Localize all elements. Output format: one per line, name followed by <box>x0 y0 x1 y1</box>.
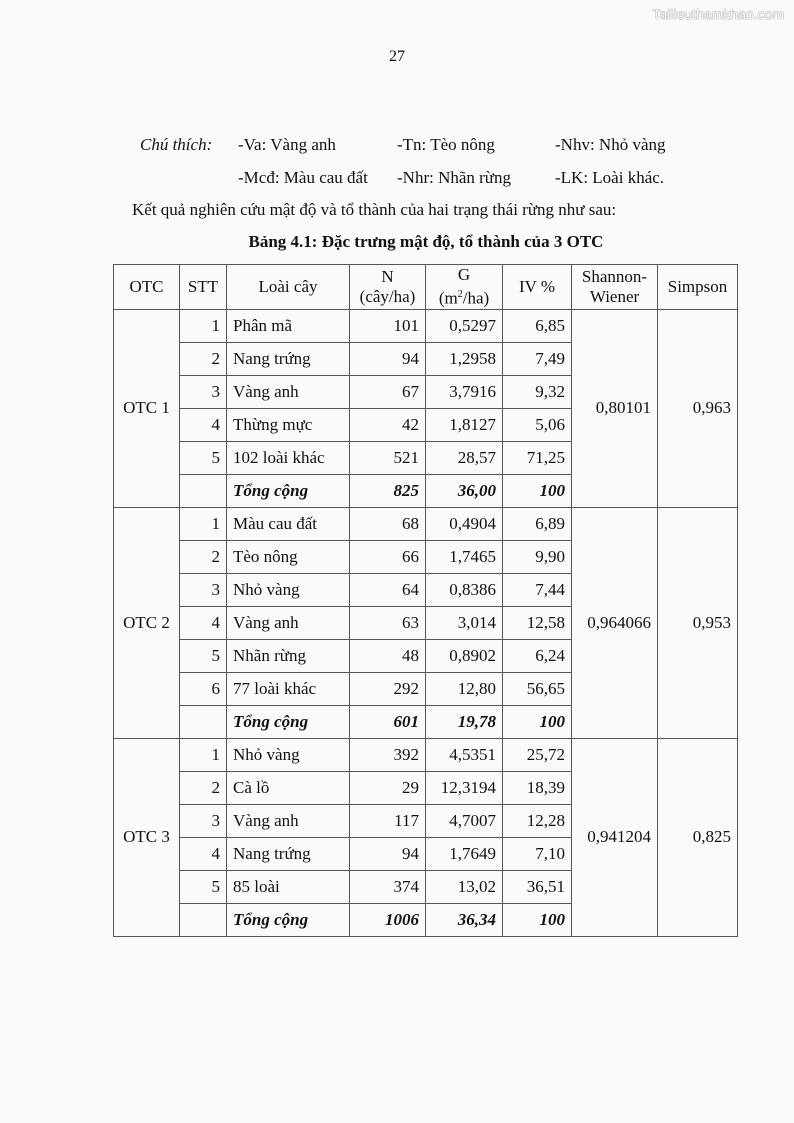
legend-item: -Tn: Tèo nông <box>397 135 495 154</box>
iv-cell: 7,49 <box>503 342 572 375</box>
header-otc: OTC <box>114 265 180 310</box>
iv-cell: 5,06 <box>503 408 572 441</box>
header-stt: STT <box>180 265 227 310</box>
simpson-value: 0,953 <box>658 507 738 738</box>
species-cell: Nhỏ vàng <box>227 573 350 606</box>
total-basal-area: 19,78 <box>426 705 503 738</box>
stt-cell: 1 <box>180 309 227 342</box>
species-cell: Cà lồ <box>227 771 350 804</box>
stt-cell: 5 <box>180 639 227 672</box>
otc-label: OTC 3 <box>114 738 180 936</box>
intro-paragraph: Kết quả nghiên cứu mật độ và tổ thành của hai trạng thái rừng như sau: <box>132 200 617 219</box>
stt-cell: 4 <box>180 408 227 441</box>
header-g-label: G <box>457 265 471 284</box>
density-cell: 66 <box>350 540 426 573</box>
basal-area-cell: 28,57 <box>426 441 503 474</box>
header-n <box>350 265 426 310</box>
page-number: 27 <box>389 48 405 65</box>
shannon-value: 0,964066 <box>572 507 658 738</box>
g-unit-post: /ha) <box>462 288 490 308</box>
stt-cell: 2 <box>180 342 227 375</box>
iv-cell: 9,32 <box>503 375 572 408</box>
table-row <box>114 309 738 342</box>
species-cell: Nhỏ vàng <box>227 738 350 771</box>
stt-cell <box>180 705 227 738</box>
total-label: Tổng cộng <box>227 474 350 507</box>
density-composition-table <box>113 264 738 937</box>
header-n-unit: (cây/ha) <box>359 286 416 306</box>
basal-area-cell: 12,3194 <box>426 771 503 804</box>
species-cell: 85 loài <box>227 870 350 903</box>
basal-area-cell: 12,80 <box>426 672 503 705</box>
density-cell: 101 <box>350 309 426 342</box>
total-basal-area: 36,34 <box>426 903 503 936</box>
density-cell: 521 <box>350 441 426 474</box>
header-n-label: N <box>381 266 394 286</box>
density-cell: 67 <box>350 375 426 408</box>
stt-cell: 3 <box>180 573 227 606</box>
legend-item: -Nhv: Nhỏ vàng <box>555 135 666 154</box>
iv-cell: 12,58 <box>503 606 572 639</box>
stt-cell: 3 <box>180 375 227 408</box>
total-label: Tổng cộng <box>227 705 350 738</box>
iv-cell: 7,44 <box>503 573 572 606</box>
legend-row-1 <box>0 135 794 157</box>
species-cell: 102 loài khác <box>227 441 350 474</box>
species-cell: Vàng anh <box>227 606 350 639</box>
legend-label: Chú thích: <box>140 135 213 154</box>
density-cell: 48 <box>350 639 426 672</box>
density-cell: 374 <box>350 870 426 903</box>
stt-cell <box>180 903 227 936</box>
legend-item: -Va: Vàng anh <box>238 135 336 154</box>
density-cell: 63 <box>350 606 426 639</box>
species-cell: Phân mã <box>227 309 350 342</box>
header-shannon-line1: Shannon- <box>581 266 648 286</box>
g-unit-sup: 2 <box>457 289 463 300</box>
species-cell: Nhãn rừng <box>227 639 350 672</box>
stt-cell: 5 <box>180 870 227 903</box>
iv-cell: 36,51 <box>503 870 572 903</box>
iv-cell: 7,10 <box>503 837 572 870</box>
density-cell: 292 <box>350 672 426 705</box>
species-cell: Thừng mực <box>227 408 350 441</box>
stt-cell: 2 <box>180 771 227 804</box>
basal-area-cell: 1,7649 <box>426 837 503 870</box>
density-cell: 392 <box>350 738 426 771</box>
basal-area-cell: 0,5297 <box>426 309 503 342</box>
iv-cell: 6,24 <box>503 639 572 672</box>
table-body <box>114 309 738 936</box>
header-species: Loài cây <box>227 265 350 310</box>
header-shannon-line2: Wiener <box>589 286 640 306</box>
total-label: Tổng cộng <box>227 903 350 936</box>
header-g <box>426 265 503 310</box>
density-cell: 42 <box>350 408 426 441</box>
basal-area-cell: 4,5351 <box>426 738 503 771</box>
density-cell: 68 <box>350 507 426 540</box>
stt-cell: 4 <box>180 837 227 870</box>
header-g-unit <box>432 285 496 309</box>
iv-cell: 18,39 <box>503 771 572 804</box>
density-cell: 64 <box>350 573 426 606</box>
basal-area-cell: 3,014 <box>426 606 503 639</box>
basal-area-cell: 3,7916 <box>426 375 503 408</box>
stt-cell: 5 <box>180 441 227 474</box>
table-row <box>114 507 738 540</box>
iv-cell: 6,89 <box>503 507 572 540</box>
iv-cell: 71,25 <box>503 441 572 474</box>
basal-area-cell: 1,8127 <box>426 408 503 441</box>
total-density: 1006 <box>350 903 426 936</box>
species-cell: Màu cau đất <box>227 507 350 540</box>
total-density: 825 <box>350 474 426 507</box>
simpson-value: 0,963 <box>658 309 738 507</box>
table-row <box>114 738 738 771</box>
g-unit-pre: (m <box>438 288 458 308</box>
species-cell: Nang trứng <box>227 342 350 375</box>
species-cell: Tèo nông <box>227 540 350 573</box>
legend-row-2 <box>0 168 794 190</box>
basal-area-cell: 13,02 <box>426 870 503 903</box>
density-cell: 29 <box>350 771 426 804</box>
species-cell: Nang trứng <box>227 837 350 870</box>
basal-area-cell: 0,8386 <box>426 573 503 606</box>
table-header-row <box>114 265 738 310</box>
total-iv: 100 <box>503 903 572 936</box>
stt-cell: 1 <box>180 507 227 540</box>
stt-cell <box>180 474 227 507</box>
legend-item: -Nhr: Nhãn rừng <box>397 168 512 187</box>
species-cell: Vàng anh <box>227 375 350 408</box>
table-caption: Bảng 4.1: Đặc trưng mật độ, tổ thành của 3 OTC <box>248 232 604 251</box>
iv-cell: 6,85 <box>503 309 572 342</box>
shannon-value: 0,80101 <box>572 309 658 507</box>
density-cell: 117 <box>350 804 426 837</box>
density-cell: 94 <box>350 342 426 375</box>
otc-label: OTC 2 <box>114 507 180 738</box>
total-iv: 100 <box>503 705 572 738</box>
basal-area-cell: 1,7465 <box>426 540 503 573</box>
legend-item: -LK: Loài khác. <box>555 168 665 187</box>
iv-cell: 9,90 <box>503 540 572 573</box>
total-iv: 100 <box>503 474 572 507</box>
stt-cell: 1 <box>180 738 227 771</box>
total-basal-area: 36,00 <box>426 474 503 507</box>
shannon-value: 0,941204 <box>572 738 658 936</box>
total-density: 601 <box>350 705 426 738</box>
species-cell: 77 loài khác <box>227 672 350 705</box>
iv-cell: 12,28 <box>503 804 572 837</box>
header-shannon <box>572 265 658 310</box>
watermark: Tailieuthamkhao.com <box>652 6 784 22</box>
otc-label: OTC 1 <box>114 309 180 507</box>
basal-area-cell: 0,8902 <box>426 639 503 672</box>
header-simpson: Simpson <box>658 265 738 310</box>
stt-cell: 2 <box>180 540 227 573</box>
basal-area-cell: 4,7007 <box>426 804 503 837</box>
basal-area-cell: 0,4904 <box>426 507 503 540</box>
stt-cell: 3 <box>180 804 227 837</box>
basal-area-cell: 1,2958 <box>426 342 503 375</box>
simpson-value: 0,825 <box>658 738 738 936</box>
iv-cell: 25,72 <box>503 738 572 771</box>
species-cell: Vàng anh <box>227 804 350 837</box>
legend-item: -Mcđ: Màu cau đất <box>238 168 368 187</box>
header-iv: IV % <box>503 265 572 310</box>
stt-cell: 4 <box>180 606 227 639</box>
density-cell: 94 <box>350 837 426 870</box>
iv-cell: 56,65 <box>503 672 572 705</box>
stt-cell: 6 <box>180 672 227 705</box>
